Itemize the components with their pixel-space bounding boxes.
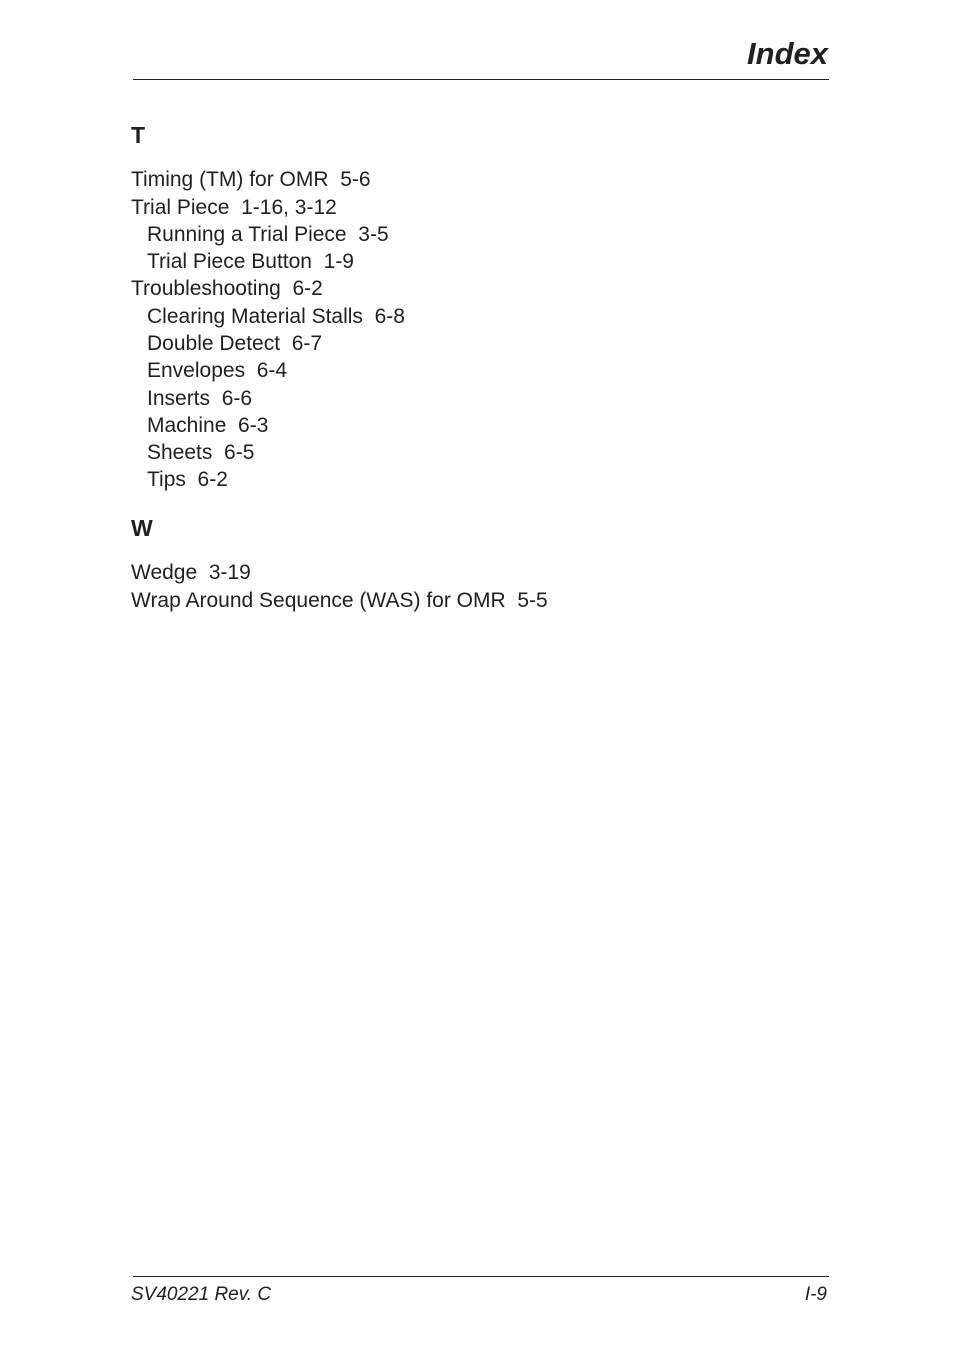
section-letter-w: W xyxy=(131,515,153,541)
index-entry: Trial Piece 1-16, 3-12 xyxy=(131,196,337,219)
index-entry: Wrap Around Sequence (WAS) for OMR 5-5 xyxy=(131,589,548,612)
index-subentry: Sheets 6-5 xyxy=(147,441,255,464)
footer-divider xyxy=(133,1276,829,1277)
index-subentry: Double Detect 6-7 xyxy=(147,332,323,355)
index-entry: Wedge 3-19 xyxy=(131,561,251,584)
footer-page-number: I-9 xyxy=(804,1284,827,1305)
index-subentry: Machine 6-3 xyxy=(147,414,269,437)
header-divider xyxy=(133,79,829,80)
index-subentry: Tips 6-2 xyxy=(147,468,228,491)
page-header-title: Index xyxy=(747,36,828,71)
section-letter-t: T xyxy=(131,122,146,148)
index-subentry: Envelopes 6-4 xyxy=(147,359,288,382)
index-subentry: Clearing Material Stalls 6-8 xyxy=(147,305,405,328)
index-subentry: Trial Piece Button 1-9 xyxy=(147,250,354,273)
index-subentry: Inserts 6-6 xyxy=(147,387,253,410)
footer-document-id: SV40221 Rev. C xyxy=(131,1284,272,1305)
index-subentry: Running a Trial Piece 3-5 xyxy=(147,223,389,246)
index-entry: Timing (TM) for OMR 5-6 xyxy=(131,168,371,191)
index-entry: Troubleshooting 6-2 xyxy=(131,277,323,300)
